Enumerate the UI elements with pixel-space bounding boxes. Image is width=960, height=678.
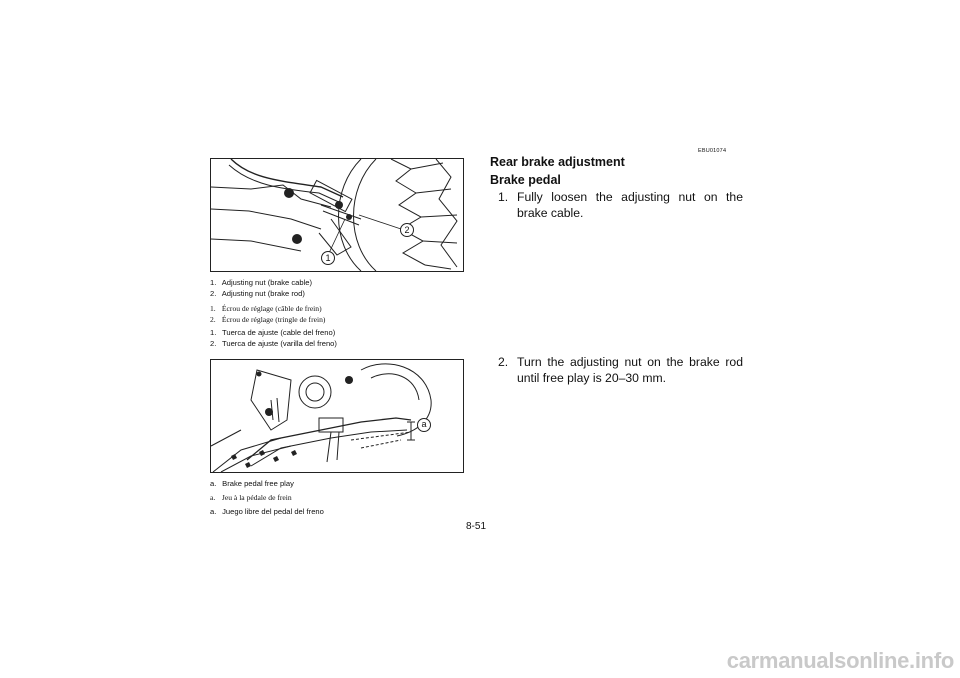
section-subtitle: Brake pedal bbox=[490, 173, 561, 187]
caption-line: a. Juego libre del pedal del freno bbox=[210, 507, 324, 516]
caption-line: 2. Adjusting nut (brake rod) bbox=[210, 289, 305, 298]
figure2-caption-spanish bbox=[210, 506, 470, 517]
step-2 bbox=[498, 355, 743, 386]
caption-line: 1. Adjusting nut (brake cable) bbox=[210, 278, 313, 287]
figure2-caption-french bbox=[210, 492, 470, 503]
section-title: Rear brake adjustment bbox=[490, 155, 625, 169]
figure2-caption-english bbox=[210, 478, 470, 489]
step-number: 2. bbox=[498, 355, 509, 369]
caption-line: a. Brake pedal free play bbox=[210, 479, 294, 488]
step-number: 1. bbox=[498, 190, 509, 204]
watermark: carmanualsonline.info bbox=[726, 648, 954, 673]
step-1 bbox=[498, 190, 743, 221]
figure1-captions-french bbox=[210, 303, 470, 325]
caption-line: 1. Écrou de réglage (câble de frein) bbox=[210, 304, 322, 313]
callout-2: 2 bbox=[400, 223, 414, 237]
figure1-captions-spanish bbox=[210, 327, 470, 349]
document-code: EBU01074 bbox=[698, 148, 727, 154]
step-text: Fully loosen the adjusting nut on the brake cable. bbox=[517, 190, 743, 220]
callout-1: 1 bbox=[321, 251, 335, 265]
caption-line: 2. Écrou de réglage (tringle de frein) bbox=[210, 315, 326, 324]
brake-pedal-figure bbox=[210, 359, 464, 473]
brake-illustration bbox=[211, 159, 463, 271]
brake-adjustment-figure bbox=[210, 158, 464, 272]
callout-a: a bbox=[417, 418, 431, 432]
figure1-captions-english bbox=[210, 277, 470, 299]
brake-pedal-illustration bbox=[211, 360, 463, 472]
caption-line: a. Jeu à la pédale de frein bbox=[210, 493, 292, 502]
caption-line: 2. Tuerca de ajuste (varilla del freno) bbox=[210, 339, 337, 348]
caption-line: 1. Tuerca de ajuste (cable del freno) bbox=[210, 328, 336, 337]
page-number: 8-51 bbox=[466, 521, 487, 532]
step-text: Turn the adjusting nut on the brake rod until free play is 20–30 mm. bbox=[517, 355, 743, 385]
